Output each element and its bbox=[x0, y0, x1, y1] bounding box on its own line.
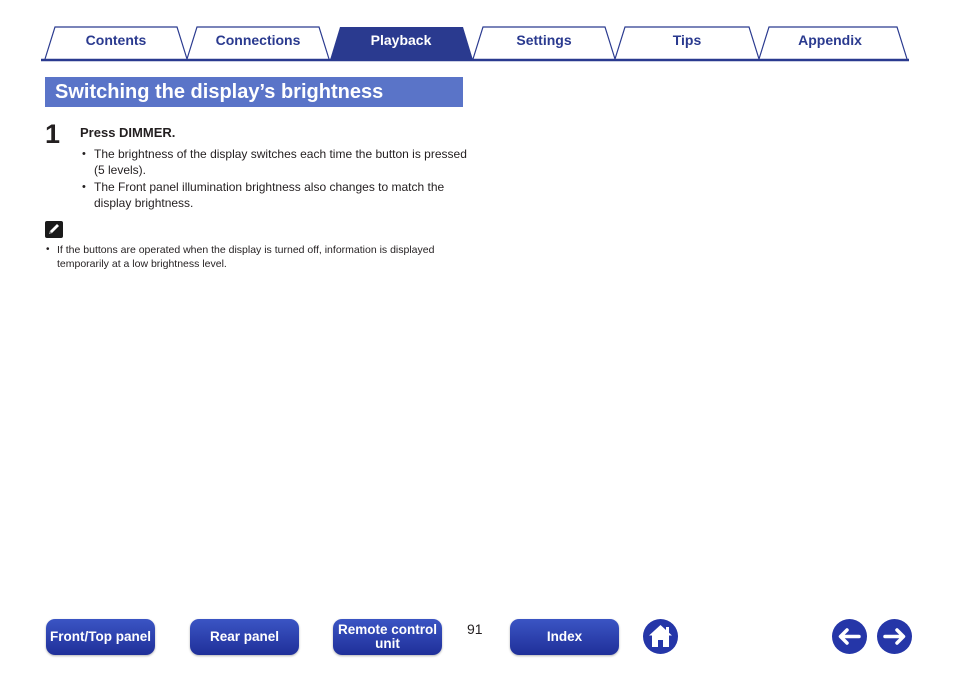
note-item: • If the buttons are operated when the display is turned off, information is displayed temporarily at a low brightness level. bbox=[46, 243, 466, 271]
arrow-left-icon[interactable] bbox=[831, 618, 868, 655]
step-bullet-list bbox=[82, 146, 470, 212]
arrow-right-icon[interactable] bbox=[876, 618, 913, 655]
remote-control-unit-button[interactable]: Remote control unit bbox=[333, 619, 442, 655]
bullet-item: • The Front panel illumination brightness also changes to match the display brightness. bbox=[82, 179, 470, 211]
note-list bbox=[46, 243, 466, 271]
step-title: Press DIMMER. bbox=[80, 125, 176, 140]
front-top-panel-button[interactable]: Front/Top panel bbox=[46, 619, 155, 655]
home-icon[interactable] bbox=[642, 618, 679, 655]
tab-appendix[interactable]: Appendix bbox=[798, 32, 862, 48]
tab-tips[interactable]: Tips bbox=[672, 32, 702, 48]
step-number: 1 bbox=[45, 119, 61, 149]
section-title: Switching the display’s brightness bbox=[45, 77, 463, 107]
page-number: 91 bbox=[467, 621, 483, 637]
index-button[interactable]: Index bbox=[510, 619, 619, 655]
pencil-icon bbox=[45, 221, 63, 238]
tab-connections[interactable]: Connections bbox=[215, 32, 301, 48]
tab-contents[interactable]: Contents bbox=[85, 32, 147, 48]
tab-playback[interactable]: Playback bbox=[370, 32, 432, 48]
tab-settings[interactable]: Settings bbox=[516, 32, 572, 48]
rear-panel-button[interactable]: Rear panel bbox=[190, 619, 299, 655]
tab-bar bbox=[0, 0, 954, 64]
bullet-item: • The brightness of the display switches each time the button is pressed (5 levels). bbox=[82, 146, 470, 178]
